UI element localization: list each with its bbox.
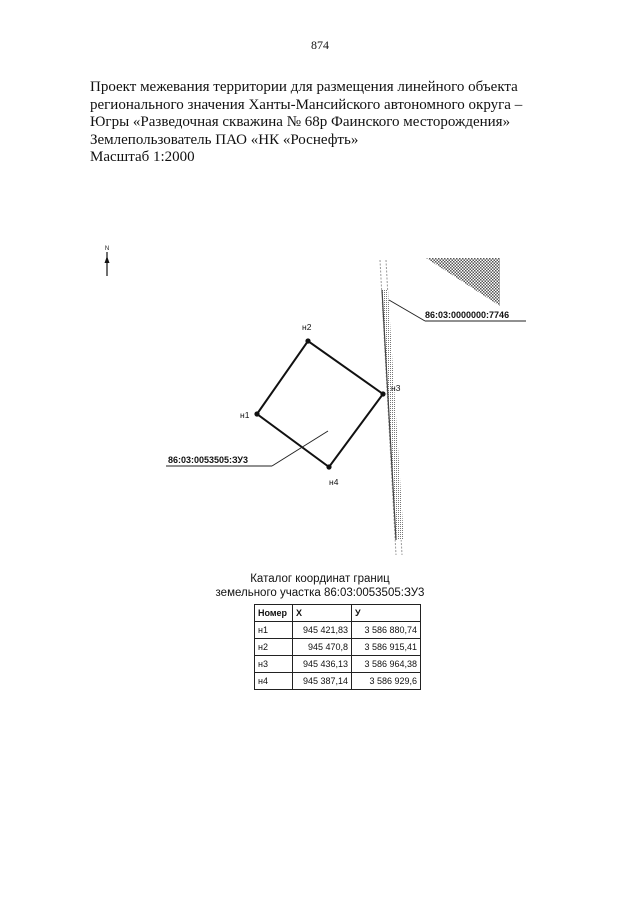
road-cadastral-label: 86:03:0000000:7746	[425, 310, 510, 320]
parcel-boundary	[257, 341, 383, 467]
heading-line: регионального значения Ханты-Мансийского автономного округа –	[90, 96, 523, 113]
heading-line: Проект межевания территории для размещения линейного объекта	[90, 79, 518, 95]
coordinate-x: 945 436,13	[293, 656, 352, 673]
table-row	[255, 656, 421, 673]
hatched-area	[426, 258, 500, 306]
catalog-title	[0, 572, 640, 600]
north-arrow-icon	[105, 246, 110, 276]
coordinate-x: 945 387,14	[293, 673, 352, 690]
catalog-title-line: земельного участка 86:03:0053505:ЗУ3	[215, 587, 425, 599]
column-header: У	[352, 605, 421, 622]
vertex-label-n3: н3	[391, 383, 401, 393]
road-strip	[380, 260, 404, 555]
page-number: 874	[311, 38, 329, 52]
point-number: н4	[255, 673, 293, 690]
road-leader	[389, 300, 425, 321]
coordinate-x: 945 470,8	[293, 639, 352, 656]
table-row	[255, 639, 421, 656]
parcel-cadastral-label: 86:03:0053505:ЗУ3	[168, 455, 248, 465]
table-row	[255, 673, 421, 690]
coordinates-table	[254, 604, 421, 690]
vertex-label-n1: н1	[240, 410, 250, 420]
coordinate-y: 3 586 929,6	[352, 673, 421, 690]
table-row	[255, 622, 421, 639]
column-header: X	[293, 605, 352, 622]
point-number: н2	[255, 639, 293, 656]
north-label: N	[104, 246, 110, 252]
coordinate-x: 945 421,83	[293, 622, 352, 639]
vertex-label-n4: н4	[329, 477, 339, 487]
point-number: н3	[255, 656, 293, 673]
vertex-n1	[254, 411, 259, 416]
table-header-row	[255, 605, 421, 622]
vertex-label-n2: н2	[302, 322, 312, 332]
vertex-n3	[380, 391, 385, 396]
heading-line: Землепользователь ПАО «НК «Роснефть»	[90, 131, 359, 148]
catalog-title-line: Каталог координат границ	[250, 573, 390, 585]
point-number: н1	[255, 622, 293, 639]
coordinate-y: 3 586 964,38	[352, 656, 421, 673]
vertex-n2	[305, 338, 310, 343]
coordinate-y: 3 586 880,74	[352, 622, 421, 639]
coordinate-y: 3 586 915,41	[352, 639, 421, 656]
heading-line: Масштаб 1:2000	[90, 149, 195, 165]
vertex-n4	[326, 464, 331, 469]
column-header: Номер	[255, 605, 293, 622]
heading-line: Югры «Разведочная скважина № 68р Фаинского месторождения»	[90, 114, 511, 130]
